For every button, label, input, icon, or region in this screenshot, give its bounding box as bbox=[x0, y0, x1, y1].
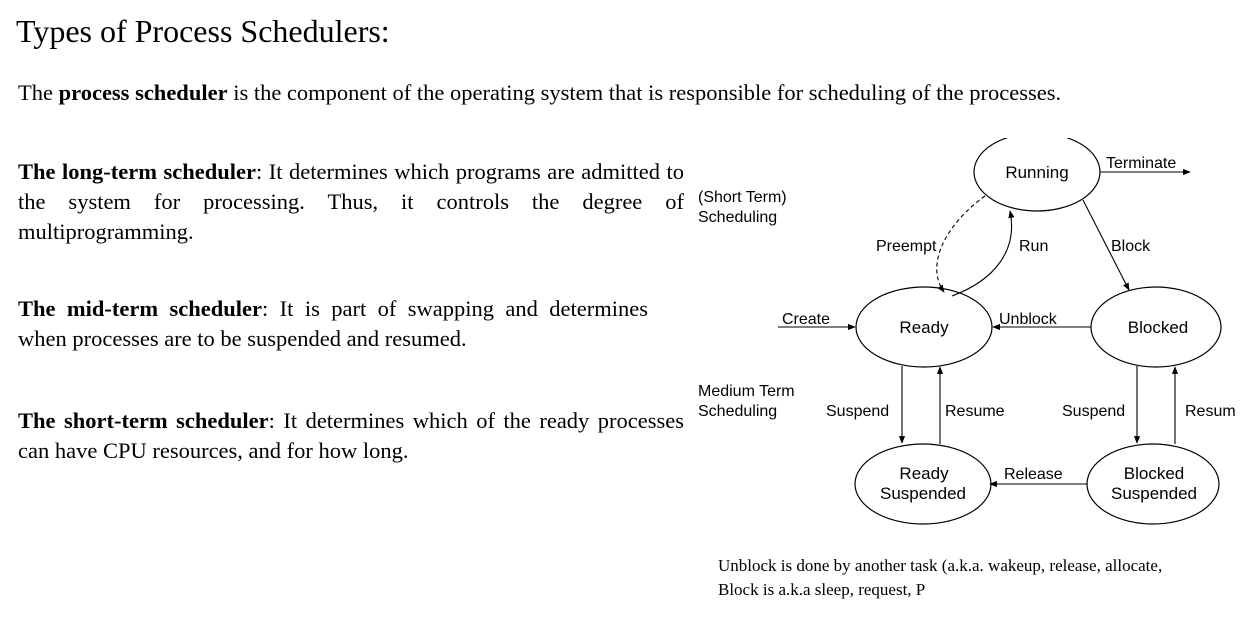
short-term-paragraph bbox=[18, 406, 684, 466]
state-blocked-suspended-label-2: Suspended bbox=[1110, 484, 1198, 503]
edge-run bbox=[952, 211, 1012, 296]
process-state-diagram bbox=[690, 138, 1258, 608]
page-title: Types of Process Schedulers: bbox=[16, 13, 390, 49]
label-create: Create bbox=[782, 311, 831, 328]
diagram-note bbox=[718, 554, 1162, 602]
intro-before: The bbox=[18, 80, 59, 105]
short-term-label-1: (Short Term) bbox=[698, 189, 787, 206]
state-running-label: Running bbox=[1005, 163, 1069, 182]
intro-bold-term: process scheduler bbox=[58, 80, 228, 105]
mid-term-term: The mid-term scheduler bbox=[18, 296, 263, 321]
state-blocked-suspended-label-1: Blocked bbox=[1123, 464, 1185, 483]
short-term-term: The short-term scheduler bbox=[18, 408, 269, 433]
state-ready-suspended-label-1: Ready bbox=[899, 464, 949, 483]
intro-after: is the component of the operating system that is responsible for scheduling of the processes. bbox=[227, 80, 1062, 105]
short-term-text: : It determines which of the ready processes can have CPU resources, and for how long. bbox=[18, 408, 684, 463]
long-term-paragraph bbox=[18, 157, 684, 247]
label-resume-left: Resume bbox=[945, 403, 1005, 420]
label-unblock: Unblock bbox=[999, 311, 1057, 328]
state-blocked-label: Blocked bbox=[1127, 318, 1189, 337]
label-release: Release bbox=[1004, 466, 1063, 483]
state-ready-label: Ready bbox=[899, 318, 949, 337]
label-suspend-left: Suspend bbox=[826, 403, 890, 420]
label-preempt: Preempt bbox=[876, 238, 937, 255]
edge-preempt bbox=[937, 196, 985, 292]
mid-term-text: : It is part of swapping and determines when processes are to be suspended and resumed. bbox=[18, 296, 648, 351]
short-term-label-2: Scheduling bbox=[698, 209, 778, 226]
label-run: Run bbox=[1019, 238, 1049, 255]
intro-text bbox=[18, 80, 1061, 106]
state-ready-suspended-label-2: Suspended bbox=[879, 484, 967, 503]
label-block: Block bbox=[1111, 238, 1151, 255]
label-resume-right: Resum bbox=[1185, 403, 1236, 420]
note-line-2: Block is a.k.a sleep, request, P bbox=[718, 580, 926, 599]
long-term-text: : It determines which programs are admitted to the system for processing. Thus, it controls the degree of multiprogramming. bbox=[18, 159, 685, 244]
long-term-term: The long-term scheduler bbox=[18, 159, 257, 184]
note-line-1: Unblock is done by another task (a.k.a. wakeup, release, allocate, bbox=[718, 556, 1163, 575]
label-suspend-right: Suspend bbox=[1062, 403, 1126, 420]
label-terminate: Terminate bbox=[1106, 155, 1177, 172]
medium-term-label-1: Medium Term bbox=[698, 383, 795, 400]
mid-term-paragraph bbox=[18, 294, 648, 354]
medium-term-label-2: Scheduling bbox=[698, 403, 778, 420]
